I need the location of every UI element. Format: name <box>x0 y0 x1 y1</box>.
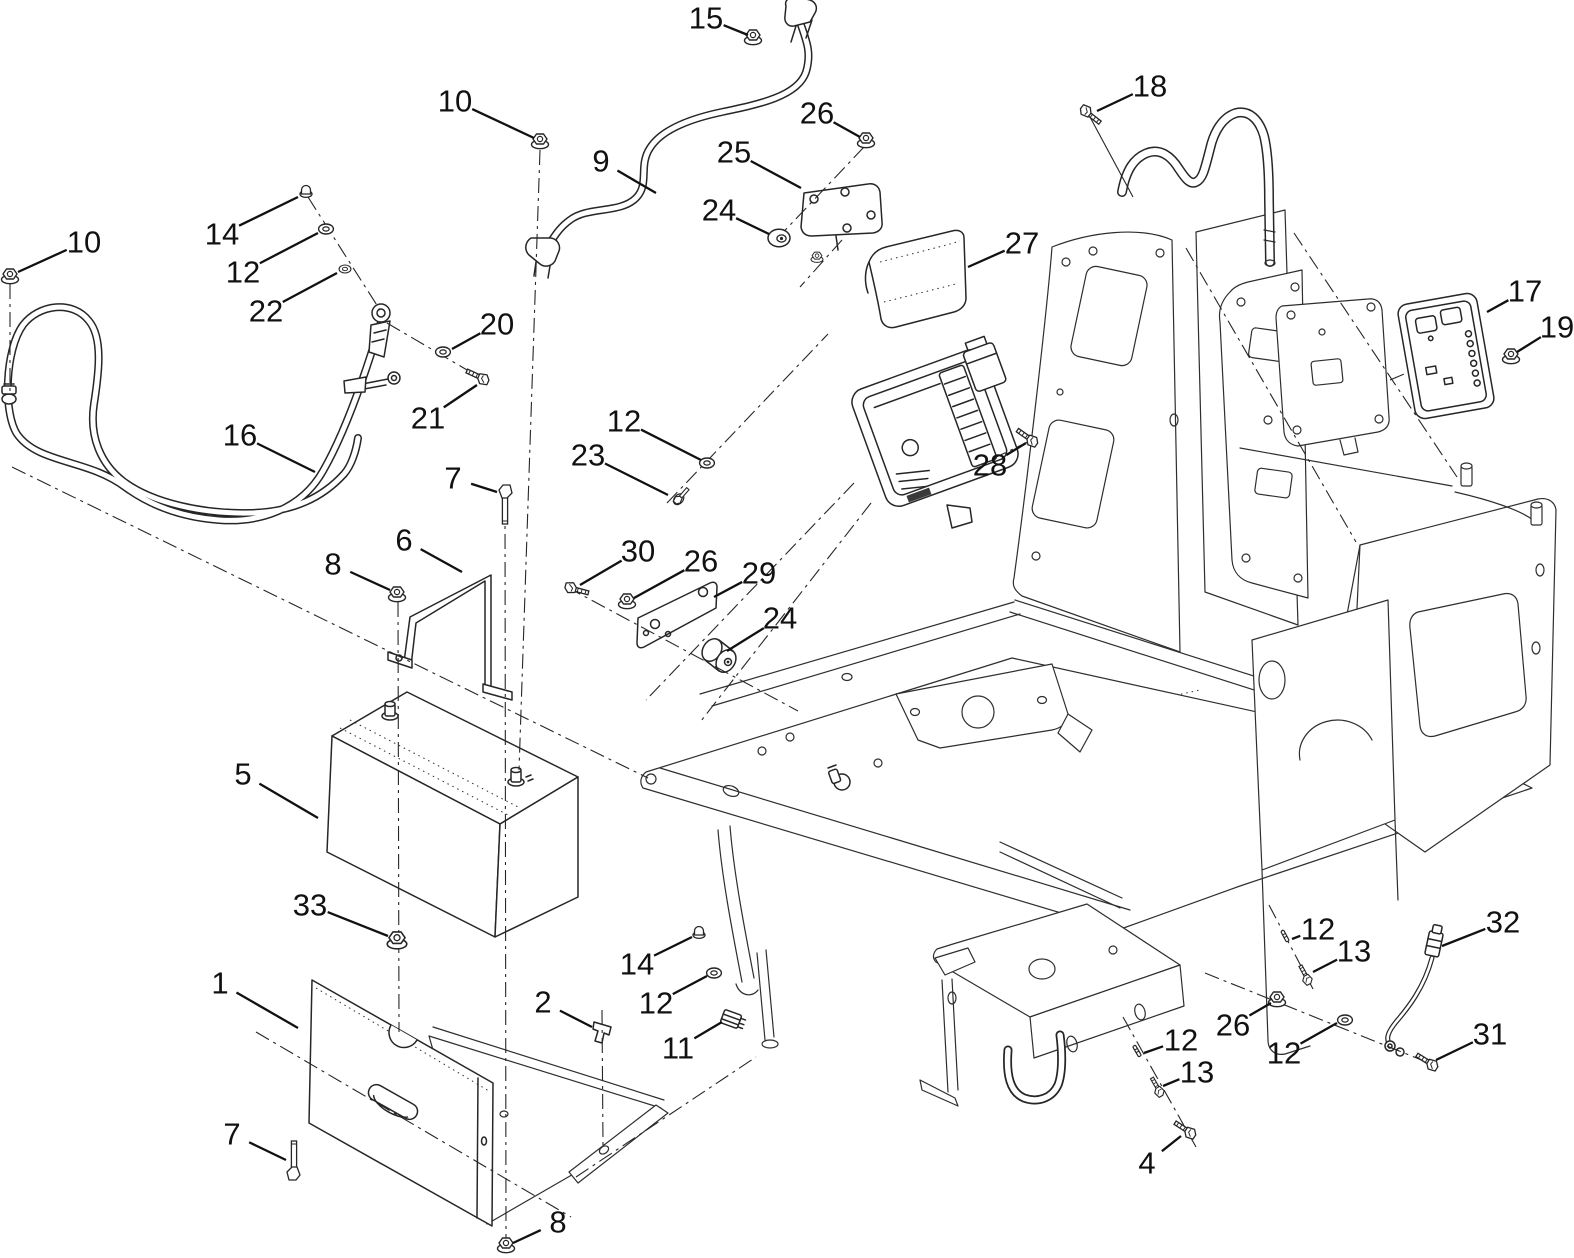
callout-number: 27 <box>1004 225 1040 261</box>
callout-leader-line <box>1249 1003 1271 1015</box>
callout-7 <box>223 1117 286 1161</box>
bolt-icon <box>1296 964 1314 986</box>
construction-line <box>667 334 828 503</box>
frame-lower-channel <box>920 904 1184 1106</box>
module-mounting-plate <box>1276 299 1389 455</box>
callout-18 <box>1097 69 1167 112</box>
callout-number: 20 <box>479 306 515 342</box>
callout-number: 12 <box>1300 911 1336 947</box>
callout-number: 25 <box>716 134 752 170</box>
callout-19 <box>1517 310 1574 353</box>
frame-tower-left-panel <box>1013 232 1180 652</box>
callout-12 <box>639 976 707 1021</box>
callout-leader-line <box>1163 1079 1179 1086</box>
callout-leader-line <box>1442 929 1485 946</box>
callout-leader-line <box>283 273 337 302</box>
callout-22 <box>249 273 337 329</box>
callout-1 <box>211 966 298 1029</box>
callout-11 <box>662 1022 722 1066</box>
flangeNut-icon <box>498 1238 515 1253</box>
callout-number: 31 <box>1472 1016 1508 1052</box>
washer-icon <box>707 968 722 978</box>
callout-number: 11 <box>661 1030 695 1066</box>
callout-12 <box>1144 1023 1198 1058</box>
callout-16 <box>223 418 315 473</box>
callout-30 <box>580 534 655 586</box>
screw-icon <box>671 486 691 507</box>
callout-number: 26 <box>1215 1007 1251 1043</box>
callout-leader-line <box>736 218 769 234</box>
callout-number: 5 <box>234 756 252 792</box>
bolt-icon <box>1414 1051 1440 1073</box>
callout-leader-line <box>673 976 707 994</box>
callout-number: 26 <box>799 95 835 131</box>
callout-number: 15 <box>688 0 724 36</box>
callout-15 <box>689 1 748 36</box>
construction-line <box>646 483 854 700</box>
callout-12 <box>226 233 318 290</box>
callout-number: 1 <box>211 965 229 1001</box>
washer-icon <box>339 265 351 273</box>
callout-number: 23 <box>570 437 606 473</box>
callout-number: 22 <box>248 293 284 329</box>
callout-leader-line <box>714 582 742 597</box>
flangeNut-icon <box>858 133 875 148</box>
flangeNut-icon <box>811 252 823 262</box>
callout-leader-line <box>1144 1046 1163 1053</box>
callout-leader-line <box>1436 1042 1473 1060</box>
jumper-connector-icon <box>1425 924 1445 957</box>
callout-10 <box>18 225 101 273</box>
bushing-icon <box>768 229 790 247</box>
callout-number: 16 <box>222 417 258 453</box>
flangeNut-icon <box>387 932 407 949</box>
bolt-icon <box>564 581 590 598</box>
callout-number: 10 <box>437 83 473 119</box>
ring-terminal-icon <box>344 304 400 393</box>
callout-number: 8 <box>324 546 342 582</box>
flangeNut-icon <box>1269 992 1286 1007</box>
rubber-bushing-large <box>698 635 740 676</box>
callout-25 <box>717 135 801 189</box>
capNut-icon <box>300 186 312 198</box>
cable-left-terminal-icon <box>2 384 16 404</box>
callout-26 <box>1216 1003 1271 1043</box>
construction-line <box>800 240 842 287</box>
callout-8 <box>513 1205 567 1244</box>
callout-number: 29 <box>741 555 777 591</box>
callout-6 <box>395 523 462 573</box>
callout-31 <box>1436 1017 1507 1061</box>
construction-line <box>387 323 479 377</box>
callout-10 <box>438 84 534 139</box>
callout-leader-line <box>472 109 534 138</box>
callout-17 <box>1487 274 1542 313</box>
callout-number: 32 <box>1485 904 1521 940</box>
callout-leader-line <box>350 572 390 590</box>
callout-leader-line <box>654 937 692 956</box>
callout-4 <box>1138 1136 1181 1181</box>
callout-number: 13 <box>1179 1054 1215 1090</box>
callout-number: 12 <box>225 254 261 290</box>
callout-8 <box>324 547 390 591</box>
ecu-cover <box>865 230 966 327</box>
callout-5 <box>234 757 318 819</box>
callout-leader-line <box>328 912 388 936</box>
callout-number: 18 <box>1132 68 1168 104</box>
construction-line <box>308 197 380 310</box>
callout-leader-line <box>751 161 801 188</box>
callout-number: 12 <box>1163 1022 1199 1058</box>
callout-number: 28 <box>972 447 1008 483</box>
callout-number: 2 <box>534 984 552 1020</box>
callout-leader-line <box>444 385 477 407</box>
construction-line <box>1390 372 1409 380</box>
callout-leader-line <box>259 784 318 818</box>
callout-number: 24 <box>701 192 737 228</box>
callout-7 <box>444 461 497 496</box>
callout-32 <box>1442 905 1520 947</box>
washer-icon <box>1338 1015 1353 1025</box>
control-module-17 <box>1397 292 1496 420</box>
callout-13 <box>1163 1055 1214 1090</box>
flangeNut-icon <box>389 587 406 602</box>
callout-number: 6 <box>395 522 413 558</box>
callout-leader-line <box>1313 960 1337 972</box>
callout-leader-line <box>1162 1136 1181 1151</box>
jumper-wire <box>1385 924 1445 1056</box>
callout-number: 12 <box>606 403 642 439</box>
callout-number: 19 <box>1539 309 1574 345</box>
callout-number: 24 <box>762 600 798 636</box>
callout-number: 7 <box>444 460 462 496</box>
callout-leader-line <box>724 25 748 35</box>
callout-number: 17 <box>1507 273 1543 309</box>
flangeNut-icon <box>532 134 549 149</box>
callout-leader-line <box>641 430 701 460</box>
callout-number: 33 <box>292 887 328 923</box>
callout-leader-line <box>580 561 622 585</box>
callout-14 <box>205 197 298 252</box>
washer-icon <box>319 224 334 234</box>
callout-leader-line <box>1487 300 1508 312</box>
pin-icon <box>1281 930 1289 942</box>
callout-leader-line <box>239 197 298 226</box>
washer-icon <box>436 347 451 357</box>
callout-27 <box>968 226 1039 268</box>
callout-leader-line <box>236 992 298 1028</box>
callout-leader-line <box>1292 936 1300 939</box>
callout-number: 21 <box>410 400 446 436</box>
battery <box>327 692 578 937</box>
callout-leader-line <box>257 443 315 472</box>
callout-number: 8 <box>549 1204 567 1240</box>
ecu-module <box>848 334 1022 528</box>
flangeNut-icon <box>2 269 19 284</box>
callout-12 <box>1292 912 1335 947</box>
callout-leader-line <box>471 484 497 492</box>
bolt-icon <box>1078 103 1104 126</box>
flangeNut-icon <box>619 594 636 609</box>
callout-leader-line <box>1097 94 1133 111</box>
callout-leader-line <box>968 251 1005 267</box>
spacer-plate-29 <box>637 582 717 648</box>
construction-line <box>12 467 648 778</box>
callout-number: 10 <box>66 224 102 260</box>
bolt-icon <box>1172 1118 1198 1140</box>
washer-icon <box>700 458 715 468</box>
negative-battery-cable <box>2 304 400 520</box>
callout-number: 9 <box>592 143 610 179</box>
callout-leader-line <box>560 1011 592 1027</box>
callout-leader-line <box>634 570 684 598</box>
callout-29 <box>714 556 776 598</box>
boltLong-icon <box>287 1141 300 1180</box>
callout-33 <box>293 888 388 937</box>
battery-tray <box>309 980 668 1226</box>
bolt-icon <box>464 366 490 386</box>
callout-leader-line <box>421 549 462 572</box>
callout-leader-line <box>18 250 67 272</box>
callout-number: 26 <box>683 543 719 579</box>
callout-leader-line <box>513 1230 541 1243</box>
callout-leader-line <box>605 463 668 495</box>
callout-leader-line <box>727 628 764 651</box>
callout-26 <box>800 96 860 138</box>
callout-number: 14 <box>619 946 655 982</box>
callout-14 <box>620 937 692 982</box>
construction-line <box>1090 117 1133 197</box>
callout-12 <box>1267 1023 1337 1071</box>
callout-leader-line <box>260 233 318 263</box>
callout-20 <box>452 307 514 350</box>
callout-12 <box>607 404 701 461</box>
callout-leader-line <box>1301 1023 1337 1044</box>
callout-number: 13 <box>1336 933 1372 969</box>
callout-number: 12 <box>1266 1035 1302 1071</box>
callout-28 <box>973 443 1026 483</box>
capNut-icon <box>693 927 705 939</box>
callout-number: 30 <box>620 533 656 569</box>
callout-24 <box>702 193 769 235</box>
callout-number: 14 <box>204 216 240 252</box>
flangeNut-icon <box>745 30 762 45</box>
callout-leader-line <box>452 333 480 349</box>
callout-2 <box>534 985 592 1028</box>
callout-leader-line <box>617 171 656 193</box>
callout-number: 4 <box>1138 1145 1156 1181</box>
callout-23 <box>571 438 668 496</box>
wire-connector-icon <box>720 1009 746 1030</box>
bolt-icon <box>1148 1076 1166 1098</box>
callout-leader-line <box>834 122 860 137</box>
callout-leader-line <box>1517 337 1541 352</box>
callout-leader-line <box>694 1022 722 1038</box>
callout-number: 7 <box>223 1116 241 1152</box>
callout-number: 12 <box>638 985 674 1021</box>
callout-21 <box>411 385 477 436</box>
boltLong-icon <box>499 485 512 524</box>
callout-leader-line <box>249 1142 286 1160</box>
